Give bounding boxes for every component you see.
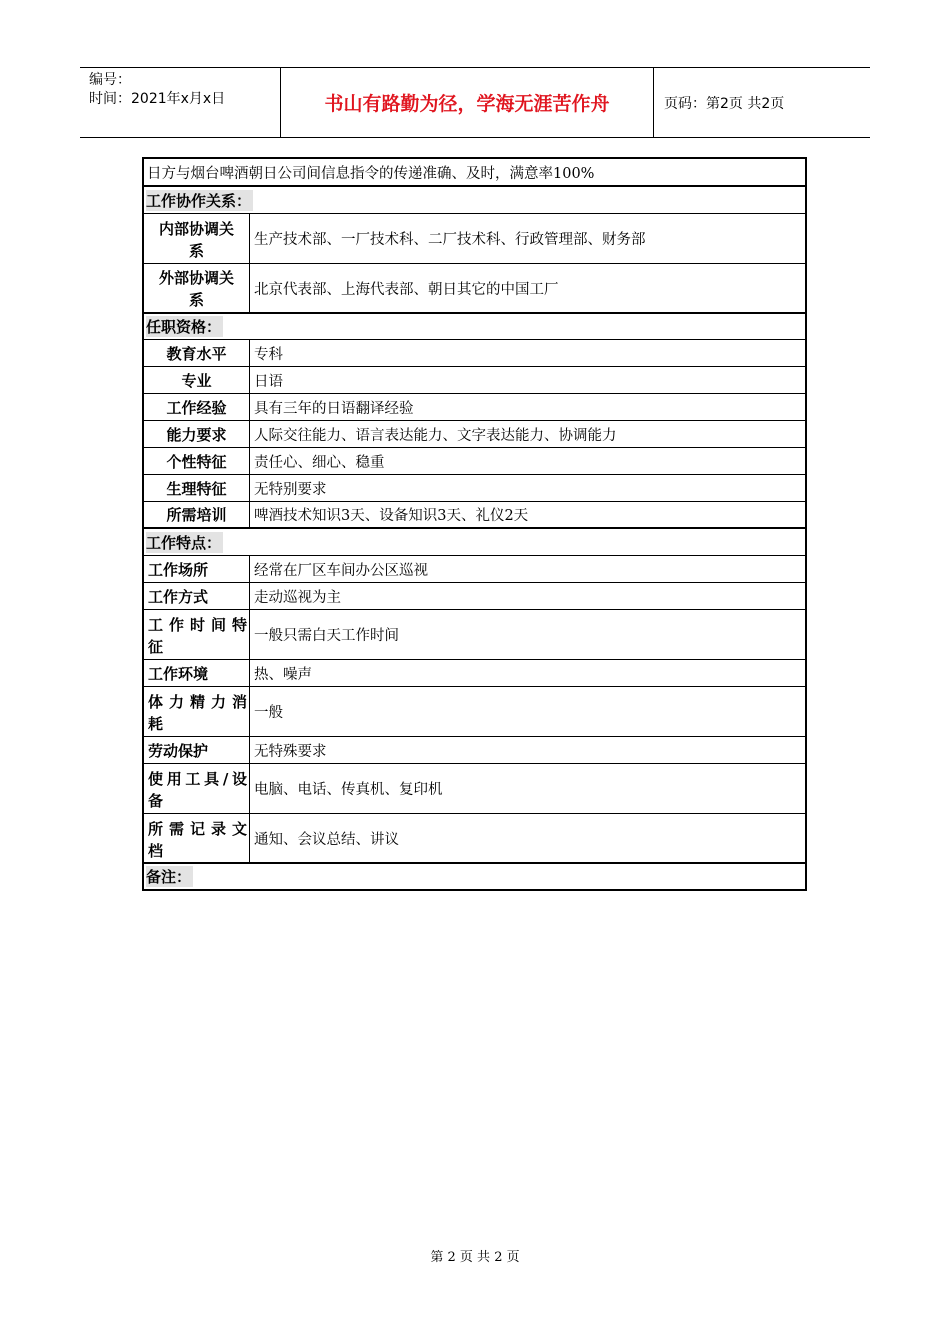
table-row [144, 737, 805, 764]
row-label: 工作经验 [144, 394, 250, 420]
row-value: 热、噪声 [254, 666, 312, 683]
table-row [144, 394, 805, 421]
row-label: 工作环境 [144, 660, 250, 686]
document-time-label: 时间：2021年x月x日 [89, 91, 226, 107]
row-label: 能力要求 [144, 421, 250, 447]
table-row [144, 687, 805, 737]
table-row [144, 583, 805, 610]
header-page-info: 页码：第2页 共2页 [664, 95, 785, 112]
table-row [144, 214, 805, 264]
row-value: 具有三年的日语翻译经验 [254, 400, 414, 417]
section-cooperation [144, 187, 805, 214]
job-description-table [142, 157, 807, 891]
table-row [144, 610, 805, 660]
row-value: 人际交往能力、语言表达能力、文字表达能力、协调能力 [254, 427, 617, 444]
document-number-label: 编号： [89, 72, 131, 88]
table-row [144, 814, 805, 864]
section-title: 任职资格： [146, 318, 222, 336]
row-value: 专科 [254, 346, 283, 363]
page-header [80, 67, 870, 138]
row-value: 电脑、电话、传真机、复印机 [254, 782, 443, 798]
row-label: 所需记录文 档 [144, 814, 250, 862]
row-label: 专业 [144, 367, 250, 393]
section-title: 备注： [146, 868, 192, 886]
row-label: 教育水平 [144, 340, 250, 366]
table-row [144, 448, 805, 475]
row-value: 无特别要求 [254, 481, 327, 498]
row-label: 内部协调关 系 [144, 214, 250, 263]
table-row [144, 367, 805, 394]
top-row-text: 日方与烟台啤酒朝日公司间信息指令的传递准确、及时，满意率100% [147, 165, 595, 182]
row-value: 无特殊要求 [254, 743, 327, 760]
row-value: 责任心、细心、稳重 [254, 454, 385, 471]
row-label: 工作场所 [144, 556, 250, 582]
table-row [144, 502, 805, 529]
section-title: 工作特点： [146, 533, 222, 552]
page-footer: 第 2 页 共 2 页 [430, 1250, 520, 1265]
row-value: 走动巡视为主 [254, 589, 341, 606]
table-row [144, 421, 805, 448]
row-label: 生理特征 [144, 475, 250, 501]
row-value: 一般只需白天工作时间 [254, 628, 399, 644]
row-label: 劳动保护 [144, 737, 250, 763]
row-label: 所需培训 [144, 502, 250, 527]
section-features [144, 529, 805, 556]
row-label: 工作方式 [144, 583, 250, 609]
section-remarks [144, 864, 805, 889]
row-value: 通知、会议总结、讲议 [254, 831, 399, 848]
row-value: 北京代表部、上海代表部、朝日其它的中国工厂 [254, 281, 559, 298]
table-row [144, 264, 805, 314]
row-value: 日语 [254, 373, 283, 390]
table-row [144, 556, 805, 583]
table-row [144, 475, 805, 502]
header-meta [80, 68, 281, 137]
row-label: 工作时间特 征 [144, 610, 250, 659]
row-label: 外部协调关 系 [144, 264, 250, 312]
row-value: 一般 [254, 705, 283, 721]
row-value: 经常在厂区车间办公区巡视 [254, 562, 428, 579]
header-motto: 书山有路勤为径，学海无涯苦作舟 [281, 68, 654, 137]
row-label: 使用工具/设 备 [144, 764, 250, 813]
row-value: 生产技术部、一厂技术科、二厂技术科、行政管理部、财务部 [254, 232, 646, 248]
table-row [144, 660, 805, 687]
table-row [144, 340, 805, 367]
table-row [144, 764, 805, 814]
table-row [144, 159, 805, 187]
row-label: 个性特征 [144, 448, 250, 474]
row-value: 啤酒技术知识3天、设备知识3天、礼仪2天 [254, 508, 529, 524]
row-label: 体力精力消 耗 [144, 687, 250, 736]
section-title: 工作协作关系： [146, 191, 252, 210]
section-qualifications [144, 314, 805, 340]
